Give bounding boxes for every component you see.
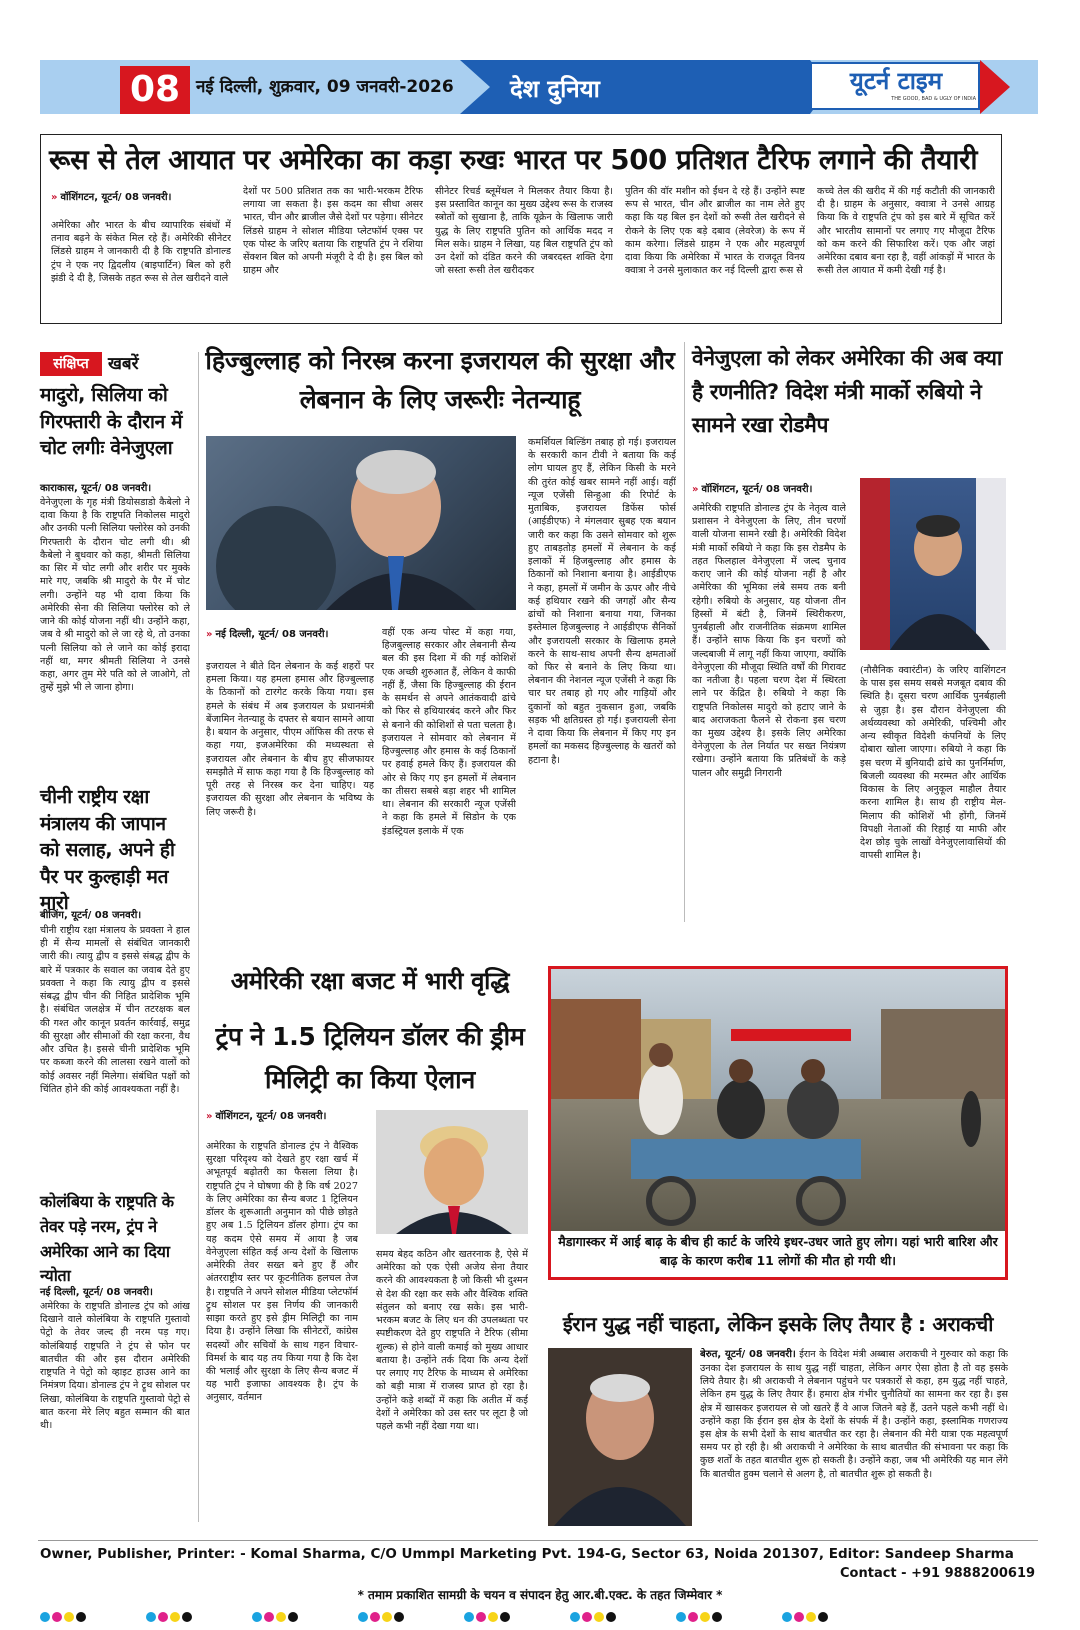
registration-mark xyxy=(464,1612,512,1622)
defense-kicker: अमेरिकी रक्षा बजट में भारी वृद्धि xyxy=(230,967,510,995)
sidebar-label xyxy=(40,352,190,376)
registration-mark xyxy=(146,1612,194,1622)
footer-rule xyxy=(38,1540,1038,1541)
lead-story xyxy=(40,134,1002,324)
defense-col-1: अमेरिका के राष्ट्रपति डोनाल्ड ट्रंप ने वैश्विक सुरक्षा परिदृश्य को देखते हुए रक्षा खर्च में अभूतपूर्व बढ़ोतरी का फैसला लिया है। राष्ट्रपति ट्रंप ने घोषणा की है कि वर्ष 2027 के लिए अमेरिका का सैन्य बजट 1 ट्रिलियन डॉलर के शुरूआती अनुमान को पीछे छोड़ते हुए अब 1.5 ट्रिलियन डॉलर होगा। ट्रंप का यह कदम ऐसे समय में आया है जब वेनेजुएला संहित कई अन्य देशों के खिलाफ अमेरिकी तेवर सख्त बने हुए हैं और अंतरराष्ट्रीय स्तर पर कूटनीतिक हलचल तेज है। राष्ट्रपति ने अपने सोशल मीडिया प्लेटफॉर्म ट्रुथ सोशल पर इस निर्णय की जानकारी साझा करते हुए इसे ड्रीम मिलिट्री का नाम दिया है। उन्होंने लिखा कि सीनेटरों, कांग्रेस सदस्यों और सचिवों के साथ गहन विचार-विमर्श के बाद यह तय किया गया है कि देश की भलाई और सुरक्षा के लिए सैन्य बजट में यह भारी इजाफा आवश्यक है। ट्रंप के अनुसार, वर्तमान xyxy=(206,1141,358,1404)
masthead xyxy=(40,60,1038,114)
footer-disclaimer: * तमाम प्रकाशित सामग्री के चयन व संपादन हेतु आर.बी.एक्ट. के तहत जिम्मेवार * xyxy=(357,1588,723,1602)
dateline: नई दिल्ली, शुक्रवार, 09 जनवरी-2026 xyxy=(196,77,454,97)
venezuela-byline: » वॉशिंगटन, यूटर्न/ 08 जनवरी। xyxy=(692,484,813,495)
venezuela-col-1: अमेरिकी राष्ट्रपति डोनाल्ड ट्रंप के नेतृत्व वाले प्रशासन ने वेनेजुएला के लिए, तीन चरणों वाली योजना सामने रखी है। अमेरिकी विदेश मंत्री मार्को रुबियो ने कहा कि इस रोडमैप के तहत फिलहाल वेनेजुएला में जल्द चुनाव कराए जाने की कोई योजना नहीं है और अमेरिका की भूमिका लंबे समय तक बनी रहेगी। रुबियो के अनुसार, यह योजना तीन हिस्सों में बंटी है, जिनमें स्थिरीकरण, पुनर्बहाली और राजनीतिक संक्रमण शामिल हैं। उन्होंने साफ किया कि इन चरणों को जल्दबाजी में लागू नहीं किया जाएगा, क्योंकि वेनेजुएला की मौजूदा स्थिति वर्षों की गिरावट का नतीजा है। पहला चरण देश में स्थिरता लाने पर केंद्रित है। रुबियो ने कहा कि राष्ट्रपति निकोलस मादुरो को हटाए जाने के बाद अराजकता फैलने से रोकना इस चरण का मुख्य उद्देश्य है। इसके लिए अमेरिका वेनेजुएला के तेल निर्यात पर सख्त नियंत्रण रखेगा। उन्होंने बताया कि प्रतिबंधों के कड़े पालन और समुद्री निगरानी xyxy=(692,503,846,779)
footer-contact: Contact - +91 9888200619 xyxy=(840,1566,1036,1581)
portrait-icon xyxy=(206,436,516,610)
sidebar-item-headline: मादुरो, सिलिया को गिरफ्तारी के दौरान में चोट लगीः वेनेजुएला xyxy=(40,384,183,460)
iran-headline: ईरान युद्ध नहीं चाहता, लेकिन इसके लिए तैयार है : अराकची xyxy=(562,1312,994,1336)
sidebar-item-headline: कोलंबिया के राष्ट्रपति के तेवर पड़े नरम, ट्रंप ने अमेरिका आने का दिया न्योता xyxy=(40,1192,174,1286)
registration-mark xyxy=(40,1612,88,1622)
portrait-icon xyxy=(860,478,1006,650)
israel-col-3: कमर्शियल बिल्डिंग तबाह हो गई। इजरायल के सरकारी कान टीवी ने बताया कि कई लोग घायल हुए हैं, लेकिन किसी के मरने की तुरंत कोई खबर सामने नहीं आई। वहीं न्यूज एजेंसी सिन्हुआ की रिपोर्ट के मुताबिक, इजरायल डिफेंस फोर्स (आईडीएफ) ने मंगलवार सुबह एक बयान जारी कर कहा कि उसने सोमवार को शुरू हुए ताबड़तोड़ हमलों में लेबनान के कई इलाकों में हिजबुल्लाह और हमास के ठिकानों को निशाना बनाया है। आईडीएफ ने कहा, हमलों में जमीन के ऊपर और नीचे कई हथियार रखने की जगहों और सैन्य ढांचों को निशाना बनाया गया, जिनका इस्तेमाल हिजबुल्लाह ने आईडीएफ सैनिकों और इजरायली सरकार के खिलाफ हमले करने के साथ-साथ अपनी सैन्य क्षमताओं को फिर से बनाने के लिए किया था। लेबनान की नेशनल न्यूज एजेंसी ने कहा कि चार घर तबाह हो गए और गाड़ियों और दुकानों को बहुत नुकसान हुआ, जबकि सड़क भी क्षतिग्रस्त हो गई। इजरायली सेना ने दावा किया कि लेबनान में किए गए इन हमलों का मकसद हिज्बुल्लाह के खतरों को हटाना है। xyxy=(528,437,676,766)
registration-mark xyxy=(358,1612,406,1622)
israel-byline: » नई दिल्ली, यूटर्न/ 08 जनवरी। xyxy=(206,629,329,640)
sidebar xyxy=(40,352,190,1532)
registration-mark xyxy=(570,1612,618,1622)
defense-headline: ट्रंप ने 1.5 ट्रिलियन डॉलर की ड्रीम मिलिट्री का किया ऐलान xyxy=(215,1022,525,1094)
brand-logo: यूटर्न टाइम xyxy=(849,67,943,95)
page-number: 08 xyxy=(120,66,190,114)
sidebar-item-byline: काराकास, यूटर्न/ 08 जनवरी। xyxy=(40,483,152,494)
flood-scene-icon xyxy=(551,969,1005,1231)
trump-photo xyxy=(376,1110,528,1234)
venezuela-col-2: (नौसैनिक क्वारंटीन) के जरिए वाशिंगटन के पास इस समय सबसे मजबूत दबाव की स्थिति है। दूसरा चरण आर्थिक पुनर्बहाली से जुड़ा है। इस दौरान वेनेजुएला की अर्थव्यवस्था को अमेरिकी, पश्चिमी और अन्य स्वीकृत विदेशी कंपनियों के लिए दोबारा खोला जाएगा। रुबियो ने कहा कि इस चरण में बुनियादी ढांचे का पुनर्निर्माण, बिजली व्यवस्था की मरम्मत और आर्थिक विकास के लिए अनुकूल माहौल तैयार करना शामिल है। साथ ही राष्ट्रीय मेल-मिलाप की कोशिशें भी होंगी, जिनमें विपक्षी नेताओं की रिहाई या माफी और देश छोड़ चुके लाखों वेनेजुएलावासियों की वापसी शामिल है। xyxy=(860,665,1006,862)
sidebar-item-byline: बीजिंग, यूटर्न/ 08 जनवरी। xyxy=(40,910,142,921)
portrait-icon xyxy=(548,1348,692,1526)
flood-photo-box xyxy=(548,966,1008,1280)
registration-marks xyxy=(40,1612,1040,1626)
arrow-icon: » xyxy=(206,629,213,640)
flood-photo-caption: मैडागास्कर में आई बाढ़ के बीच ही कार्ट के जरिये इधर-उधर जाते हुए लोग। यहां भारी बारिश और बाढ़ के कारण करीब 11 लोगों की मौत हो गयी थी। xyxy=(558,1234,998,1268)
netanyahu-photo xyxy=(206,436,516,610)
arrow-icon: » xyxy=(206,1111,213,1122)
sidebar-label-2: खबरें xyxy=(108,354,139,374)
lead-headline: रूस से तेल आयात पर अमेरिका का कड़ा रुखः भारत पर 500 प्रतिशत टैरिफ लगाने की तैयारी xyxy=(49,144,978,176)
sidebar-item-body: चीनी राष्ट्रीय रक्षा मंत्रालय के प्रवक्ता ने हाल ही में सैन्य मामलों से संबंधित जानकारी जारी की। त्यायु द्वीप व इससे संबद्ध द्वीप के बारे में पत्रकार के सवाल का जवाब देते हुए प्रवक्ता ने कहा कि त्यायु द्वीप व इससे संबद्ध द्वीप चीन की निहित प्रादेशिक भूमि है। संबंधित जलक्षेत्र में चीन तटरक्षक बल की गश्त और कानून प्रवर्तन कार्रवाई, समुद्र की सुरक्षा और सीमाओं की रक्षा करना, वैध और उचित है। इससे चीनी प्रादेशिक भूमि पर कब्जा करने की लालसा रखने वालों को कोई अवसर नहीं मिलेगा। संबंधित पक्षों को चिंतित होने की कोई आवश्यकता नहीं है। xyxy=(40,925,190,1095)
israel-col-2: वहीं एक अन्य पोस्ट में कहा गया, हिजबुल्लाह सरकार और लेबनानी सैन्य बल की इस दिशा में की गई कोशिशें एक अच्छी शुरुआत हैं, लेकिन वे काफी नहीं हैं, जैसा कि हिज्बुल्लाह की ईरान के समर्थन से अपने आतंकवादी ढांचे को फिर से हथियारबंद करने और फिर से बनाने की कोशिशों से पता चलता है। इजरायल ने सोमवार को लेबनान में हिज्बुल्लाह और हमास के कई ठिकानों पर हवाई हमले किए हैं। इजरायल की ओर से किए गए इन हमलों में लेबनान का तीसरा सबसे बड़ा शहर भी शामिल था। लेबनान की सरकारी न्यूज एजेंसी ने कहा कि हमले में सिडोन के एक इंडस्ट्रियल इलाके में एक xyxy=(382,627,516,837)
araghchi-photo xyxy=(548,1348,692,1526)
sidebar-item-byline: नई दिल्ली, यूटर्न/ 08 जनवरी। xyxy=(40,1287,153,1298)
portrait-icon xyxy=(376,1110,528,1234)
sidebar-item-body: वेनेजुएला के गृह मंत्री डियोसडाडो कैबेलो ने दावा किया है कि राष्ट्रपति निकोलस मादुरो और उनकी पत्नी सिलिया फ्लोरेस को उनकी गिरफ्तारी के दौरान चोट लगी थी। श्री कैबेलो ने बुधवार को कहा, श्रीमती सिलिया का सिर में चोट लगी और शरीर पर मुक्के मारे गए, जबकि श्री मादुरो के पैर में चोट लगी। उन्होंने यह भी दावा किया कि अमेरिकी सेना की सिलिया फ्लोरेस को ले जाने की कोई योजना नहीं थी। उन्होंने कहा, जब वे श्री मादुरो को ले जा रहे थे, तो उनका पत्नी सिलिया को ले जाने का कोई इरादा नहीं था, मगर श्रीमती सिलिया ने उनसे कहा, अगर तुम मेरे पति को ले जाओगे, तो तुम्हें मुझे भी ले जाना होगा। xyxy=(40,497,190,694)
lead-col-5: कच्चे तेल की खरीद में की गई कटौती की जानकारी दी है। ग्राहम के अनुसार, क्वात्रा ने उनसे आग्रह किया कि वे राष्ट्रपति ट्रंप को इस बारे में सूचित करें और भारतीय सामानों पर लगाए गए मौजूदा टैरिफ को कम करने की सिफारिश करें। एक और जहां अमेरिका दबाव बना रहा है, वहीं आंकड़ों में भारत के रूसी तेल आयात में कमी देखी गई है। xyxy=(817,186,995,277)
defense-col-2: समय बेहद कठिन और खतरनाक है, ऐसे में अमेरिका को एक ऐसी अजेय सेना तैयार करने की आवश्यकता है जो किसी भी दुश्मन से देश की रक्षा कर सके और वैश्विक शक्ति संतुलन को बनाए रख सके। इस भारी-भरकम बजट के लिए धन की उपलब्धता पर स्पष्टीकरण देते हुए राष्ट्रपति ने टैरिफ (सीमा शुल्क) से होने वाली कमाई को मुख्य आधार बताया है। उन्होंने तर्क दिया कि अन्य देशों पर लगाए गए टैरिफ के माध्यम से अमेरिका को बड़ी मात्रा में राजस्व प्राप्त हो रहा है। उन्होंने कड़े शब्दों में कहा कि अतीत में कई देशों ने अमेरिका को उस स्तर पर लूटा है जो पहले कभी नहीं देखा गया था। xyxy=(376,1249,528,1433)
sidebar-item-headline: चीनी राष्ट्रीय रक्षा मंत्रालय की जापान को सलाह, अपने ही पैर पर कुल्हाड़ी मत मारो xyxy=(40,786,175,915)
iran-text xyxy=(700,1348,1008,1526)
lead-byline: » वॉशिंगटन, यूटर्न/ 08 जनवरी। xyxy=(51,192,172,203)
registration-mark xyxy=(676,1612,724,1622)
lead-col-3: सीनेटर रिचर्ड ब्लूमेंथल ने मिलकर तैयार किया है। इस प्रस्तावित कानून का मुख्य उद्देश्य रूस के राजस्व स्त्रोतों को सुखाना है, ताकि यूक्रेन के खिलाफ जारी युद्ध के लिए राष्ट्रपति पुतिन को आर्थिक मदद न मिल सके। ग्राहम ने लिखा, यह बिल राष्ट्रपति ट्रंप को उन देशों को दंडित करने की जबरदस्त शक्ति देगा जो सस्ता रूसी तेल खरीदकर xyxy=(435,186,613,277)
brand-arrow xyxy=(980,60,1010,114)
venezuela-headline: वेनेजुएला को लेकर अमेरिका की अब क्या है रणनीति? विदेश मंत्री मार्को रुबियो ने सामने रखा रोडमैप xyxy=(692,346,1003,438)
flood-photo xyxy=(551,969,1005,1231)
israel-col-1: इजरायल ने बीते दिन लेबनान के कई शहरों पर हमला किया। यह हमला हमास और हिज्बुल्लाह के ठिकानों को टारगेट करके किया गया। इस हमले के संबंध में अब इजरायल के प्रधानमंत्री बेंजामिन नेतन्याहू के दफ्तर से बयान सामने आया है। बयान के अनुसार, पीएम ऑफिस की तरफ से कहा गया, इजअमेरिका की मध्यस्थता से इजरायल और लेबनान के बीच हुए सीजफायर समझौते में साफ कहा गया है कि हिज्बुल्लाह को पूरी तरह से निरस्त्र कर देना चाहिए। यह इजरायल की सुरक्षा और लेबनान के भविष्य के लिए जरूरी है। xyxy=(206,661,374,818)
lead-col-4: पुतिन की वॉर मशीन को ईंधन दे रहे हैं। उन्होंने स्पष्ट रूप से भारत, चीन और ब्राजील का नाम लेते हुए कहा कि यह बिल इन देशों को रूसी तेल खरीदने से रोकने के लिए एक बड़े दबाव (लेवरेज) के रूप में काम करेगा। लिंडसे ग्राहम ने एक और महत्वपूर्ण दावा किया कि अमेरिका में भारत के राजदूत विनय क्वात्रा ने उनसे मुलाकात कर नई दिल्ली द्वारा रूस से xyxy=(625,186,805,277)
registration-mark xyxy=(252,1612,300,1622)
registration-mark xyxy=(782,1612,830,1622)
section-title: देश दुनिया xyxy=(510,75,600,103)
lead-col-2: देशों पर 500 प्रतिशत तक का भारी-भरकम टैरिफ लगाया जा सकता है। इस कदम का सीधा असर भारत, चीन और ब्राजील जैसे देशों पर पड़ेगा। सीनेटर लिंडसे ग्राहम ने सोशल मीडिया प्लेटफॉर्म एक्स पर एक पोस्ट के जरिए बताया कि राष्ट्रपति ट्रंप ने रशिया सेंक्शन बिल को अपनी मंजूरी दे दी है। इस बिल को ग्राहम और xyxy=(243,186,423,277)
israel-headline: हिज्बुल्लाह को निरस्त्र करना इजरायल की सुरक्षा और लेबनान के लिए जरूरीः नेतन्याहू xyxy=(205,346,675,414)
defense-byline: » वॉशिंगटन, यूटर्न/ 08 जनवरी। xyxy=(206,1111,327,1122)
sidebar-label-1: संक्षिप्त xyxy=(40,352,102,376)
column-rule xyxy=(198,352,199,1522)
rubio-photo xyxy=(860,478,1006,650)
lead-col-1: अमेरिका और भारत के बीच व्यापारिक संबंधों में तनाव बढ़ने के संकेत मिल रहे हैं। अमेरिकी सीनेटर लिंडसे ग्राहम ने जानकारी दी है कि राष्ट्रपति डोनाल्ड ट्रंप ने एक नए द्विदलीय (बाइपार्टिन) बिल को हरी झंडी दे दी है, जिसके तहत रूस से तेल खरीदने वाले xyxy=(51,220,231,284)
sidebar-item-body: अमेरिका के राष्ट्रपति डोनाल्ड ट्रंप को आंख दिखाने वाले कोलंबिया के राष्ट्रपति गुस्तावो पेट्रो के तेवर जल्द ही नरम पड़ गए। कोलंबियाई राष्ट्रपति ने ट्रंप से फोन पर बातचीत की और इस दौरान अमेरिकी राष्ट्रपति ने पेट्रो को व्हाइट हाउस आने का निमंत्रण दिया। डोनाल्ड ट्रंप ने ट्रूथ सोशल पर लिखा, कोलंबिया के राष्ट्रपति गुस्तावो पेट्रो से बात करना मेरे लिए बहुत सम्मान की बात थी। xyxy=(40,1301,190,1432)
iran-body: ईरान के विदेश मंत्री अब्बास अराकची ने गुरुवार को कहा कि उनका देश इजरायल के साथ युद्ध नहीं चाहता, लेकिन अगर ऐसा होता है तो वह इसके लिये तैयार है। श्री अराकची ने लेबनान पहुंचने पर पत्रकारों से कहा, हम युद्ध नहीं चाहते, लेकिन हम युद्ध के लिए तैयार हैं। हमारा क्षेत्र गंभीर चुनौतियों का सामना कर रहा है। इस क्षेत्र में खासकर इजरायल से जो खतरे हैं वे आज जितने बड़े हैं, उतने पहले कभी नहीं थे। उन्होंने कहा कि ईरान इस क्षेत्र के देशों के संपर्क में है। उन्होंने कहा, इस्लामिक गणराज्य इस क्षेत्र के सभी देशों के साथ बातचीत कर रहा है। लेबनान की मेरी यात्रा एक महत्वपूर्ण समय पर हो रही है। श्री अराकची ने अमेरिका के साथ बातचीत की संभावना पर कहा कि कुछ शर्तों के तहत बातचीत शुरू हो सकती है। उन्होंने कहा, जब भी अमेरिकी यह मान लेंगे कि बातचीत हुक्म चलाने से अलग है, तो बातचीत शुरू हो सकती है। xyxy=(700,1349,1008,1480)
iran-byline: बेरुत, यूटर्न/ 08 जनवरी। xyxy=(700,1349,796,1360)
arrow-icon: » xyxy=(51,192,58,203)
footer-imprint: Owner, Publisher, Printer: - Komal Sharma, C/O Ummpl Marketing Pvt. 194-G, Sector 63, Noida 201307, Editor: Sandeep Sharma xyxy=(40,1546,1014,1562)
column-rule xyxy=(684,342,685,922)
arrow-icon: » xyxy=(692,484,699,495)
brand-tagline: THE GOOD, BAD & UGLY OF INDIA xyxy=(891,96,976,102)
